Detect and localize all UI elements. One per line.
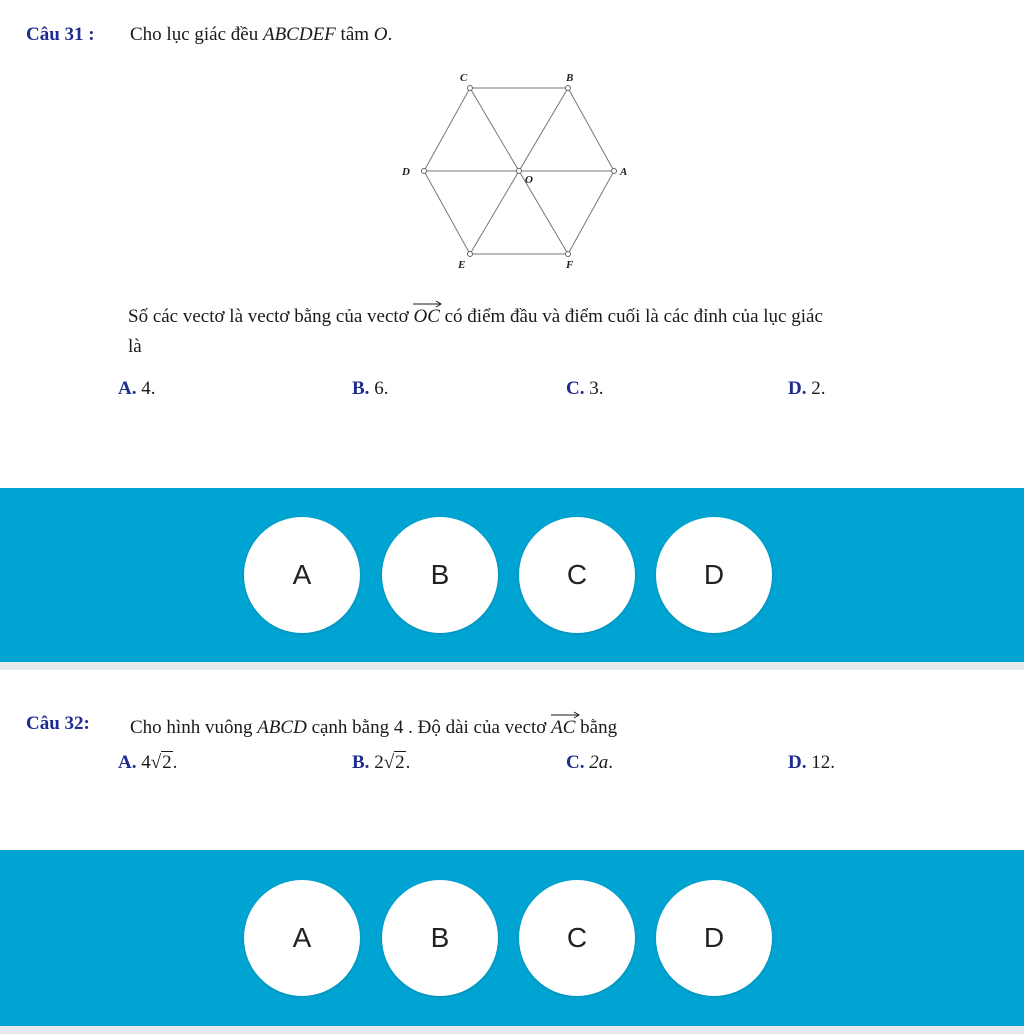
sqrt-icon: √2 bbox=[150, 752, 172, 773]
q31-option-a-text: 4. bbox=[141, 378, 156, 399]
q32-option-c-tail: . bbox=[608, 752, 613, 773]
q31-option-b-label: B. bbox=[352, 378, 370, 399]
q32-option-b-label: B. bbox=[352, 752, 370, 773]
point-c bbox=[468, 86, 473, 91]
point-e bbox=[468, 252, 473, 257]
point-b bbox=[566, 86, 571, 91]
q32-intro: Cho hình vuông bbox=[130, 717, 253, 738]
label-b: B bbox=[566, 72, 574, 84]
q32-option-a bbox=[118, 752, 177, 774]
q32-answer-band bbox=[0, 850, 1024, 1026]
q31-intro: Cho lục giác đều bbox=[130, 24, 259, 45]
q31-shape: ABCDEF bbox=[262, 24, 336, 45]
q31-option-b-text: 6. bbox=[374, 378, 389, 399]
q31-number: Câu 31 : bbox=[26, 24, 95, 45]
q32-shape: ABCD bbox=[257, 717, 307, 738]
q32-option-d-tail: . bbox=[830, 752, 835, 773]
point-f bbox=[566, 252, 571, 257]
q31-center: O bbox=[373, 24, 388, 45]
point-d bbox=[422, 169, 427, 174]
q31-vector-name: OC bbox=[413, 306, 440, 327]
q32-answer-c-button[interactable]: C bbox=[519, 880, 635, 996]
q32-option-b bbox=[352, 752, 410, 774]
q32-answer-d-button[interactable]: D bbox=[656, 880, 772, 996]
q31-option-d bbox=[788, 378, 825, 400]
q32-option-c bbox=[566, 752, 613, 774]
q31-title bbox=[130, 24, 392, 46]
q32-vector-name: AC bbox=[551, 717, 576, 738]
q32-option-c-label: C. bbox=[566, 752, 585, 773]
q31-center-word: tâm bbox=[340, 24, 370, 45]
label-d: D bbox=[402, 166, 410, 178]
separator bbox=[0, 662, 1024, 670]
q32-option-d-label: D. bbox=[788, 752, 807, 773]
label-f: F bbox=[566, 259, 574, 271]
q32-option-b-rad: 2 bbox=[395, 752, 405, 773]
hexagon-figure bbox=[390, 66, 650, 276]
vector-arrow-icon bbox=[551, 711, 581, 719]
q32-title bbox=[130, 713, 617, 739]
q32-mid: cạnh bằng 4 . Độ dài của vectơ bbox=[311, 717, 547, 738]
q31-end: . bbox=[387, 24, 393, 45]
q32-answer-b-button[interactable]: B bbox=[382, 880, 498, 996]
label-o: O bbox=[525, 174, 533, 186]
q31-option-b bbox=[352, 378, 388, 400]
q32-option-b-tail: . bbox=[405, 752, 411, 773]
q31-option-d-label: D. bbox=[788, 378, 807, 399]
q32-option-a-tail: . bbox=[172, 752, 178, 773]
q32-vector bbox=[551, 713, 575, 739]
sqrt-icon: √2 bbox=[383, 752, 405, 773]
q32-option-b-coef: 2 bbox=[374, 752, 384, 773]
q31-option-d-text: 2. bbox=[811, 378, 826, 399]
q31-answer-c-button[interactable]: C bbox=[519, 517, 635, 633]
q31-answer-band bbox=[0, 488, 1024, 662]
point-o bbox=[517, 169, 522, 174]
point-a bbox=[612, 169, 617, 174]
q32-end: bằng bbox=[580, 717, 618, 738]
q32-number: Câu 32: bbox=[26, 713, 90, 734]
q31-vector bbox=[413, 302, 439, 328]
label-e: E bbox=[458, 259, 466, 271]
vector-arrow-icon bbox=[413, 300, 443, 308]
q31-body-line2: là bbox=[128, 336, 142, 357]
q31-option-c bbox=[566, 378, 603, 400]
q31-answer-b-button[interactable]: B bbox=[382, 517, 498, 633]
q32-option-a-coef: 4 bbox=[141, 752, 151, 773]
q31-answer-d-button[interactable]: D bbox=[656, 517, 772, 633]
q31-body-before: Số các vectơ là vectơ bằng của vectơ bbox=[128, 306, 409, 327]
label-a: A bbox=[620, 166, 628, 178]
label-c: C bbox=[460, 72, 468, 84]
q31-body-line1 bbox=[128, 302, 823, 328]
q32-option-a-rad: 2 bbox=[162, 752, 172, 773]
bottom-separator bbox=[0, 1026, 1024, 1034]
q32-option-c-text: 2a bbox=[589, 752, 609, 773]
q31-option-c-label: C. bbox=[566, 378, 585, 399]
q32-option-d-text: 12 bbox=[811, 752, 831, 773]
q32-option-a-label: A. bbox=[118, 752, 137, 773]
q31-answer-a-button[interactable]: A bbox=[244, 517, 360, 633]
q31-body-after: có điểm đầu và điểm cuối là các đỉnh của lục giác bbox=[444, 306, 823, 327]
q32-option-d bbox=[788, 752, 835, 774]
q31-option-c-text: 3. bbox=[589, 378, 604, 399]
q31-option-a bbox=[118, 378, 155, 400]
q31-option-a-label: A. bbox=[118, 378, 137, 399]
q32-answer-a-button[interactable]: A bbox=[244, 880, 360, 996]
